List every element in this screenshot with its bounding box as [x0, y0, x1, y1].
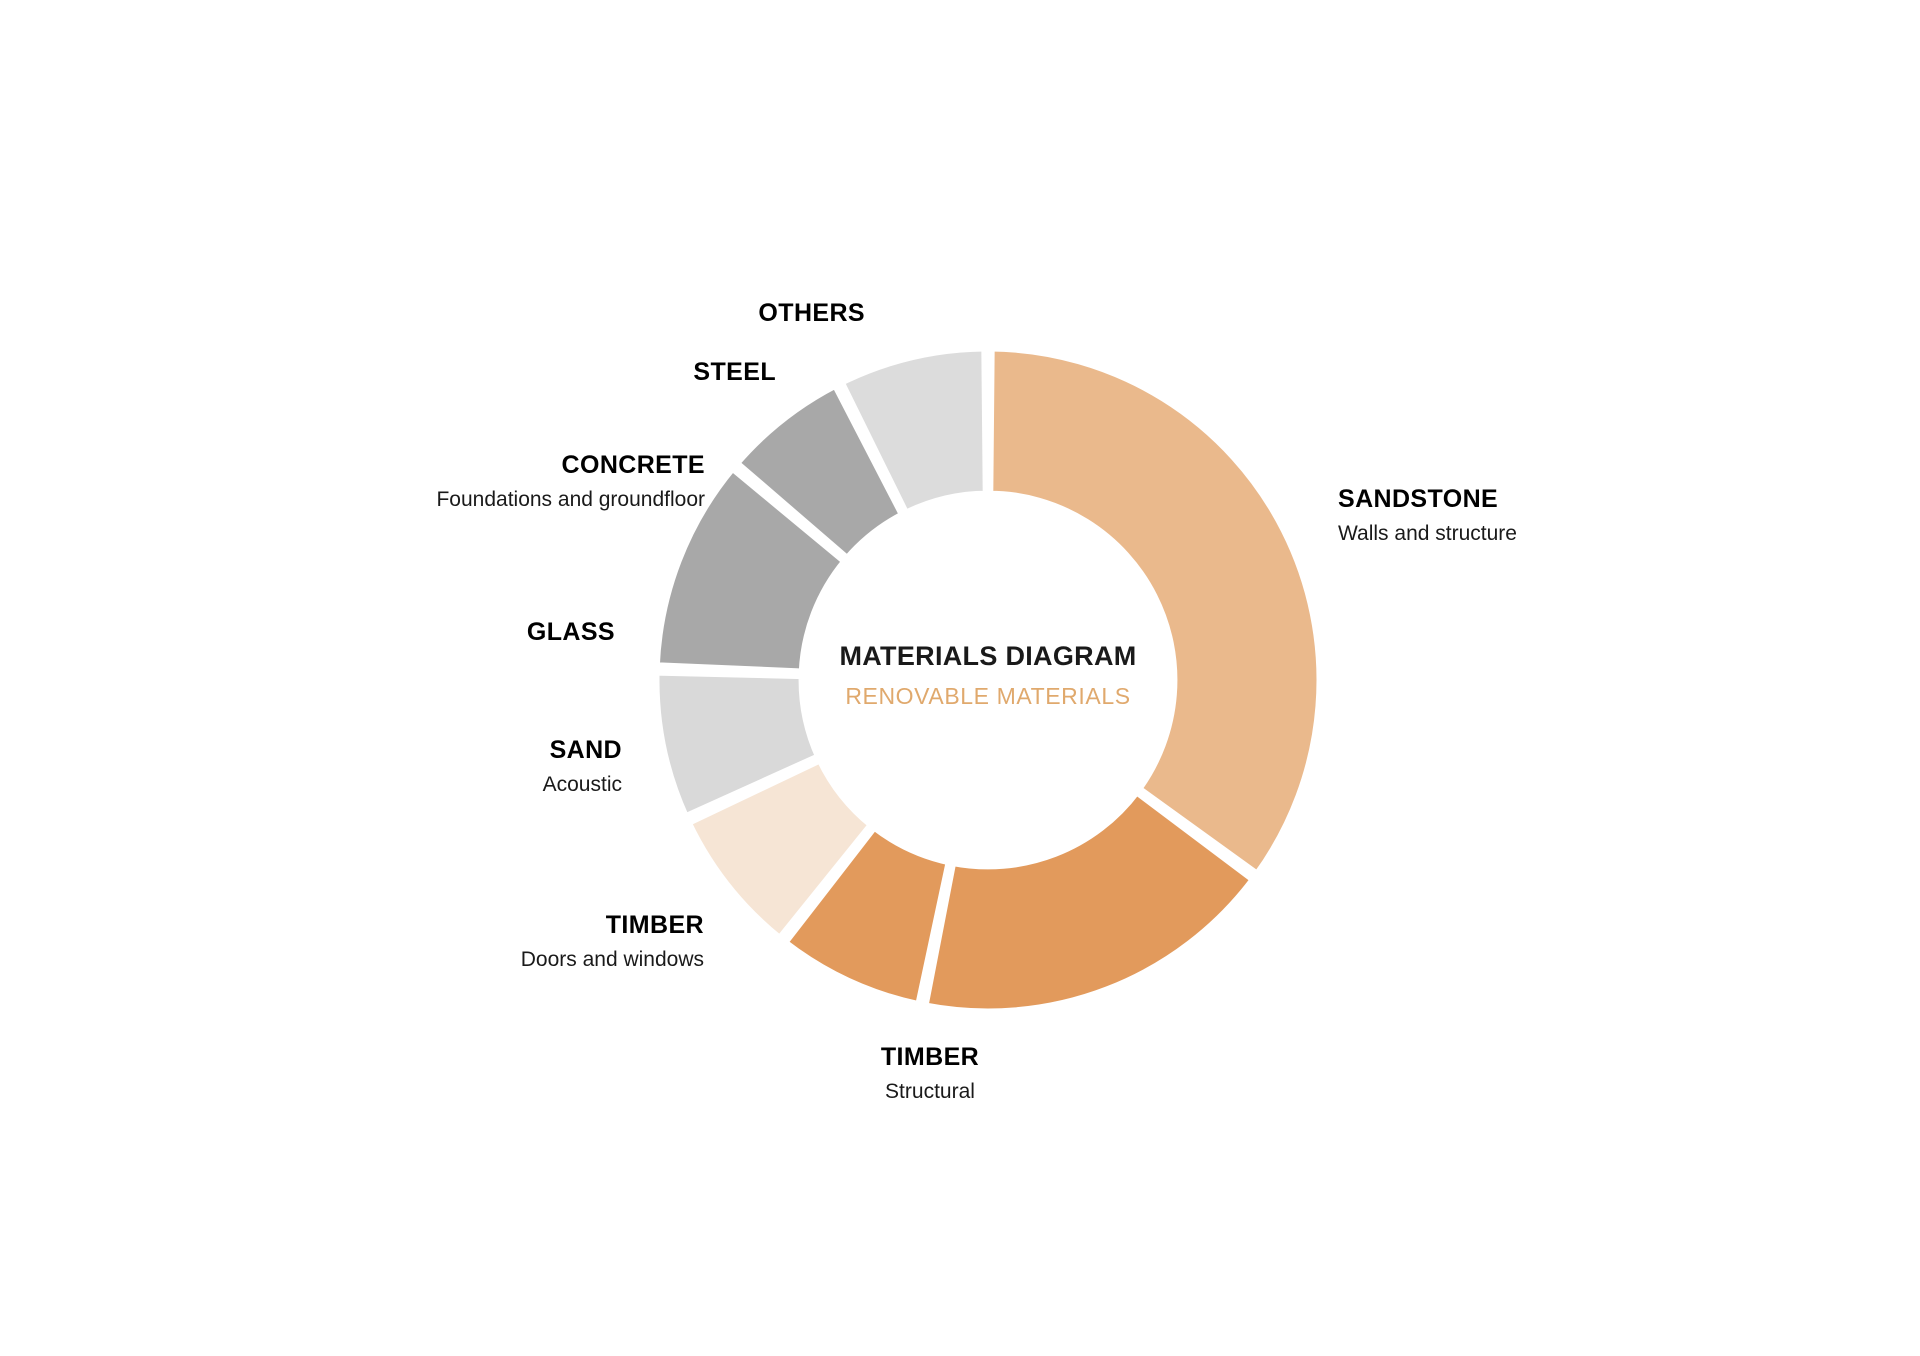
- label-sand: [543, 736, 622, 798]
- label-timber-structural: [881, 1043, 979, 1105]
- chart-center-title: MATERIALS DIAGRAM: [839, 641, 1137, 671]
- label-timber-doors-windows-description: Doors and windows: [520, 947, 704, 971]
- label-sand-title: SAND: [549, 736, 622, 764]
- label-others-title: OTHERS: [758, 299, 865, 327]
- label-timber-structural-description: Structural: [885, 1079, 975, 1103]
- label-sandstone-description: Walls and structure: [1338, 521, 1517, 545]
- label-others: [758, 299, 865, 334]
- label-sandstone: [1338, 485, 1517, 547]
- label-steel-title: STEEL: [693, 358, 776, 386]
- label-glass-title: GLASS: [526, 618, 615, 646]
- center-text-group: [839, 641, 1136, 709]
- label-timber-doors-windows-title: TIMBER: [605, 911, 704, 939]
- label-concrete-title: CONCRETE: [561, 451, 705, 479]
- label-sandstone-title: SANDSTONE: [1338, 485, 1499, 513]
- label-glass: [527, 618, 615, 653]
- label-concrete-description: Foundations and groundfloor: [436, 487, 705, 511]
- chart-center-subtitle: RENOVABLE MATERIALS: [845, 683, 1131, 709]
- label-steel: [693, 358, 776, 393]
- segment-sandstone[interactable]: [990, 348, 1320, 874]
- label-concrete: [436, 451, 705, 513]
- donut-segments: [656, 348, 1320, 1012]
- label-timber-structural-title: TIMBER: [880, 1043, 980, 1071]
- label-timber-doors-windows: [521, 911, 704, 973]
- label-sand-description: Acoustic: [542, 772, 622, 796]
